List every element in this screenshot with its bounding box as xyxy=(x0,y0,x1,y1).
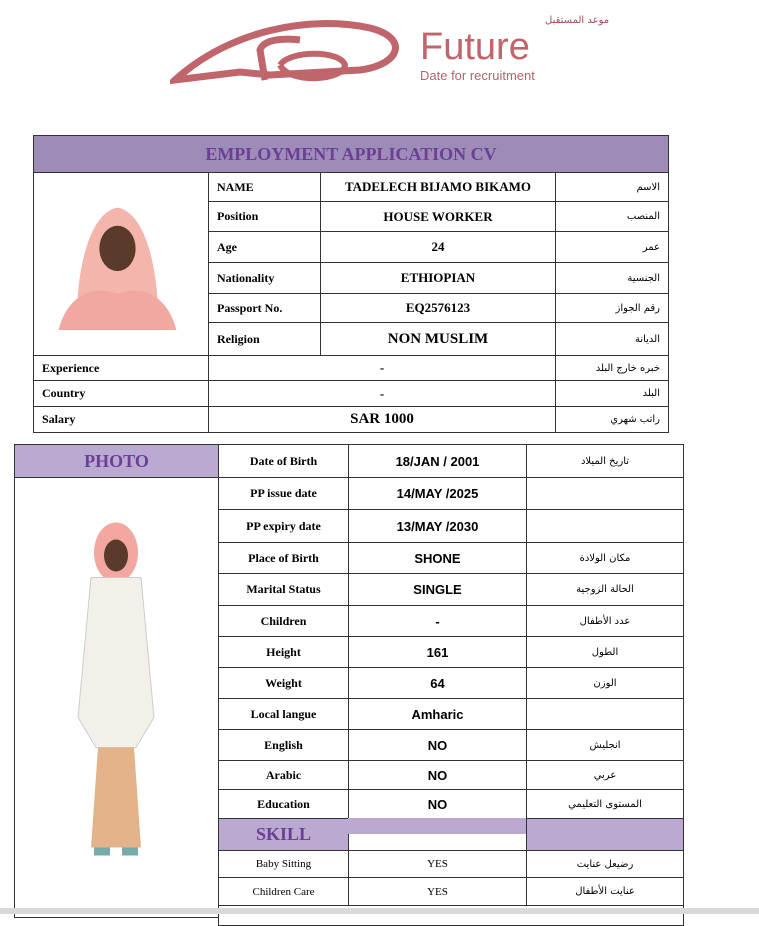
field-label-arabic xyxy=(526,509,684,543)
field-value: NO xyxy=(348,760,527,790)
field-label: Religion xyxy=(208,322,321,356)
skill-header-fill xyxy=(348,818,527,834)
field-value: - xyxy=(208,355,556,381)
field-label: Height xyxy=(218,636,349,668)
field-label-arabic: الديانة xyxy=(555,322,669,356)
field-value: SHONE xyxy=(348,542,527,574)
field-label-arabic: تاريخ الميلاد xyxy=(526,444,684,478)
field-label: Date of Birth xyxy=(218,444,349,478)
field-value: 24 xyxy=(320,231,556,263)
field-label-arabic: المستوى التعليمي xyxy=(526,789,684,819)
field-value: 18/JAN / 2001 xyxy=(348,444,527,478)
field-value: NON MUSLIM xyxy=(320,322,556,356)
field-label: Age xyxy=(208,231,321,263)
field-label: PP expiry date xyxy=(218,509,349,543)
field-label-arabic: الجنسية xyxy=(555,262,669,294)
field-label-arabic xyxy=(526,477,684,510)
field-value: TADELECH BIJAMO BIKAMO xyxy=(320,172,556,202)
field-label: Weight xyxy=(218,667,349,699)
field-value: 14/MAY /2025 xyxy=(348,477,527,510)
field-label: Passport No. xyxy=(208,293,321,323)
field-label: Local langue xyxy=(218,698,349,730)
field-label-arabic: عربي xyxy=(526,760,684,790)
skill-label-arabic: عنايت الأطفال xyxy=(526,877,684,906)
company-logo xyxy=(170,10,640,95)
field-label-arabic: عمر xyxy=(555,231,669,263)
logo-arabic: موعد المستقبل xyxy=(545,15,610,26)
field-value: 64 xyxy=(348,667,527,699)
skill-label: Children Care xyxy=(218,877,349,906)
photo-header: PHOTO xyxy=(14,444,219,478)
field-label-arabic: عدد الأطفال xyxy=(526,605,684,637)
field-value: NO xyxy=(348,729,527,761)
field-label: Position xyxy=(208,201,321,232)
field-label-arabic: الوزن xyxy=(526,667,684,699)
skill-value: YES xyxy=(348,877,527,906)
logo-tagline: Date for recruitment xyxy=(420,68,535,83)
field-label-arabic xyxy=(526,698,684,730)
field-label-arabic: الاسم xyxy=(555,172,669,202)
profile-photo xyxy=(50,185,185,330)
field-value: - xyxy=(208,380,556,407)
field-value: SINGLE xyxy=(348,573,527,606)
field-label: Marital Status xyxy=(218,573,349,606)
bottom-scrollbar[interactable] xyxy=(0,908,759,914)
field-value: SAR 1000 xyxy=(208,406,556,433)
field-label-arabic: خبره خارج البلد xyxy=(555,355,669,381)
field-label: Nationality xyxy=(208,262,321,294)
field-label: PP issue date xyxy=(218,477,349,510)
field-value: 13/MAY /2030 xyxy=(348,509,527,543)
skill-header: SKILL xyxy=(218,818,349,851)
field-label: Children xyxy=(218,605,349,637)
field-label: English xyxy=(218,729,349,761)
field-value: EQ2576123 xyxy=(320,293,556,323)
field-label-arabic: المنصب xyxy=(555,201,669,232)
full-body-photo xyxy=(66,515,166,870)
logo-brand: Future xyxy=(420,26,530,68)
field-label-arabic: راتب شهري xyxy=(555,406,669,433)
field-label-arabic: انجليش xyxy=(526,729,684,761)
field-label: Experience xyxy=(33,355,209,381)
field-label-arabic: البلد xyxy=(555,380,669,407)
field-value: HOUSE WORKER xyxy=(320,201,556,232)
field-label-arabic: مكان الولادة xyxy=(526,542,684,574)
field-label: Country xyxy=(33,380,209,407)
field-label: NAME xyxy=(208,172,321,202)
field-label: Place of Birth xyxy=(218,542,349,574)
field-value: Amharic xyxy=(348,698,527,730)
field-label: Arabic xyxy=(218,760,349,790)
field-value: 161 xyxy=(348,636,527,668)
skill-header-arabic xyxy=(526,818,684,851)
field-label-arabic: الحالة الزوجية xyxy=(526,573,684,606)
field-label: Education xyxy=(218,789,349,819)
field-label: Salary xyxy=(33,406,209,433)
cv-title: EMPLOYMENT APPLICATION CV xyxy=(33,135,669,173)
field-value: - xyxy=(348,605,527,637)
skill-label-arabic: رضيعل عنايت xyxy=(526,850,684,878)
field-label-arabic: رقم الجواز xyxy=(555,293,669,323)
field-value: NO xyxy=(348,789,527,819)
skill-label: Baby Sitting xyxy=(218,850,349,878)
field-value: ETHIOPIAN xyxy=(320,262,556,294)
field-label-arabic: الطول xyxy=(526,636,684,668)
skill-value: YES xyxy=(348,850,527,878)
